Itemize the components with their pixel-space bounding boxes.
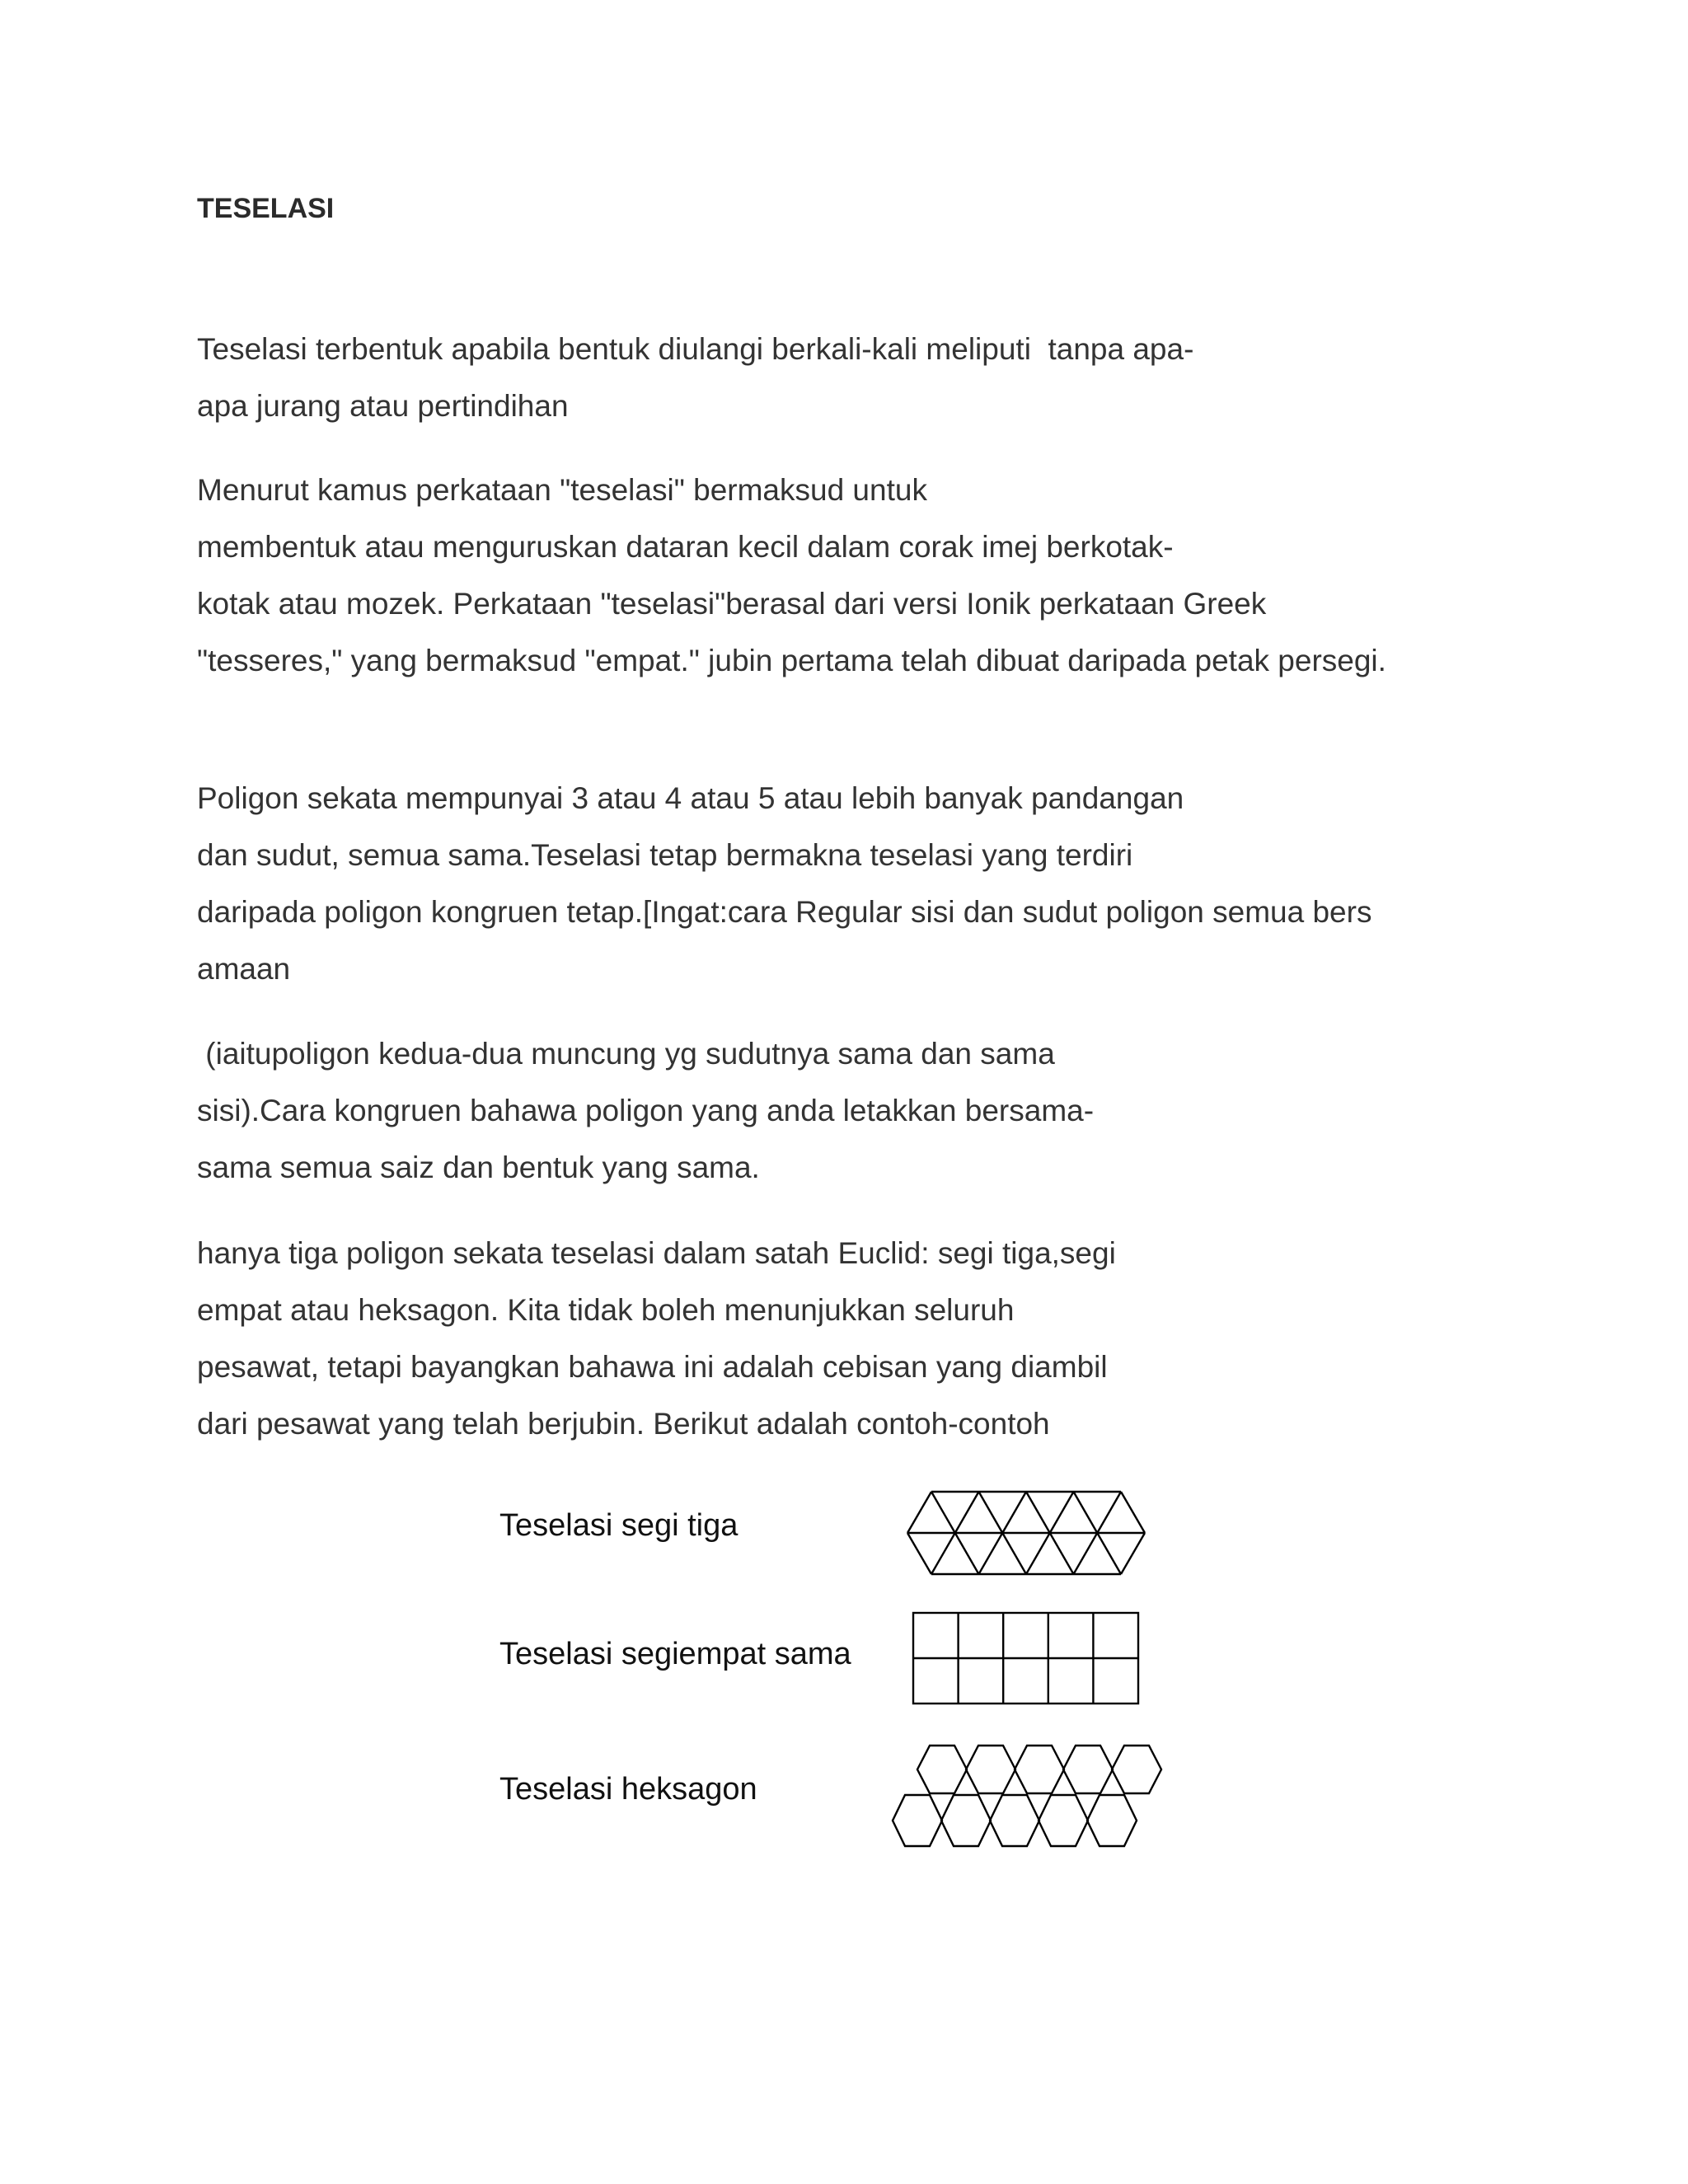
- paragraph-line: sama semua saiz dan bentuk yang sama.: [197, 1151, 760, 1184]
- paragraph-line: dari pesawat yang telah berjubin. Berikut adalah contoh-contoh: [197, 1407, 1050, 1441]
- square-tessellation-figure: [912, 1611, 1141, 1705]
- paragraph-line: membentuk atau menguruskan dataran kecil dalam corak imej berkotak-: [197, 530, 1174, 564]
- paragraph-line: (iaitupoligon kedua-dua muncung yg sudutnya sama dan sama: [197, 1037, 1055, 1071]
- hexagon-tessellation-figure: [890, 1744, 1166, 1853]
- paragraph-congruent: [197, 1025, 1094, 1196]
- paragraph-line: pesawat, tetapi bayangkan bahawa ini adalah cebisan yang diambil: [197, 1350, 1108, 1384]
- triangle-tessellation-figure: [907, 1490, 1146, 1576]
- example-label-triangle: Teselasi segi tiga: [499, 1508, 738, 1543]
- paragraph-etymology: [197, 462, 1386, 689]
- paragraph-line: sisi).Cara kongruen bahawa poligon yang anda letakkan bersama-: [197, 1094, 1095, 1127]
- paragraph-line: "tesseres," yang bermaksud "empat." jubin pertama telah dibuat daripada petak persegi.: [197, 644, 1386, 677]
- paragraph-line: Menurut kamus perkataan "teselasi" bermaksud untuk: [197, 473, 927, 507]
- paragraph-line: dan sudut, semua sama.Teselasi tetap bermakna teselasi yang terdiri: [197, 838, 1133, 872]
- paragraph-line: empat atau heksagon. Kita tidak boleh menunjukkan seluruh: [197, 1293, 1015, 1327]
- paragraph-line: Poligon sekata mempunyai 3 atau 4 atau 5 atau lebih banyak pandangan: [197, 781, 1184, 815]
- paragraph-line: hanya tiga poligon sekata teselasi dalam satah Euclid: segi tiga,segi: [197, 1236, 1116, 1270]
- example-label-hexagon: Teselasi heksagon: [499, 1772, 757, 1807]
- paragraph-definition: [197, 321, 1193, 434]
- paragraph-line: daripada poligon kongruen tetap.[Ingat:cara Regular sisi dan sudut poligon semua bers: [197, 895, 1372, 929]
- paragraph-line: Teselasi terbentuk apabila bentuk diulangi berkali-kali meliputi tanpa apa-: [197, 332, 1194, 366]
- paragraph-line: kotak atau mozek. Perkataan "teselasi"berasal dari versi Ionik perkataan Greek: [197, 587, 1267, 621]
- paragraph-line: amaan: [197, 952, 291, 986]
- paragraph-euclid: [197, 1225, 1116, 1452]
- example-label-square: Teselasi segiempat sama: [499, 1637, 851, 1671]
- page-title: TESELASI: [197, 193, 335, 224]
- paragraph-line: apa jurang atau pertindihan: [197, 389, 569, 423]
- paragraph-regular-polygon: [197, 770, 1372, 997]
